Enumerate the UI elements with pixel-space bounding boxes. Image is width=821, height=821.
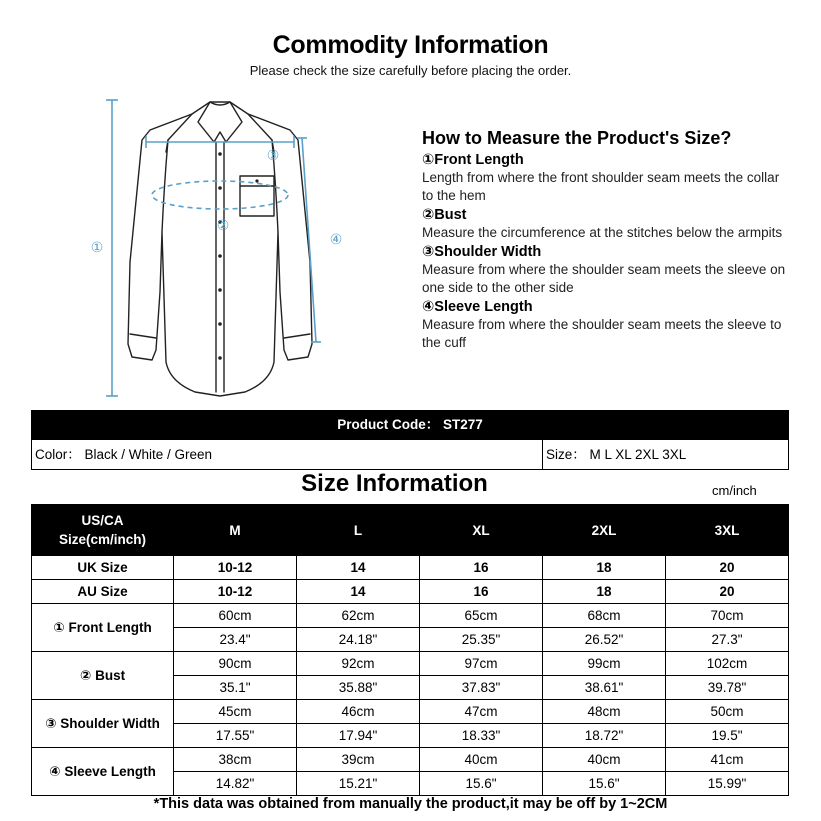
- page-title: Commodity Information: [272, 31, 549, 59]
- table-cell: 17.94": [297, 724, 420, 748]
- table-cell: 68cm: [543, 604, 666, 628]
- table-cell: 37.83": [420, 676, 543, 700]
- table-row: [32, 700, 789, 724]
- table-cell: 45cm: [174, 700, 297, 724]
- measure-guide-heading: How to Measure the Product's Size?: [422, 128, 732, 148]
- table-cell: 70cm: [666, 604, 789, 628]
- table-cell: 16: [420, 556, 543, 580]
- table-cell: 60cm: [174, 604, 297, 628]
- size-table: [31, 504, 789, 796]
- row-label: ④ Sleeve Length: [32, 748, 174, 796]
- size-header-line2: Size(cm/inch): [58, 532, 147, 547]
- row-label: AU Size: [32, 580, 174, 604]
- table-cell: 48cm: [543, 700, 666, 724]
- table-cell: 38cm: [174, 748, 297, 772]
- table-cell: 18: [543, 556, 666, 580]
- size-header-cell: [32, 505, 174, 556]
- size-col-header: 2XL: [543, 505, 666, 556]
- table-cell: 90cm: [174, 652, 297, 676]
- guide-item-title: ②Bust: [422, 207, 467, 223]
- table-cell: 15.21": [297, 772, 420, 796]
- table-cell: 20: [666, 580, 789, 604]
- unit-label: cm/inch: [712, 483, 757, 498]
- table-cell: 18.33": [420, 724, 543, 748]
- marker-bust: ②: [216, 218, 230, 234]
- table-row: [32, 580, 789, 604]
- measure-guide: [422, 128, 792, 352]
- table-cell: 15.6": [543, 772, 666, 796]
- size-col-header: 3XL: [666, 505, 789, 556]
- guide-item-title: ④Sleeve Length: [422, 299, 533, 315]
- table-cell: 40cm: [543, 748, 666, 772]
- shirt-diagram: [80, 92, 360, 404]
- table-row: [32, 652, 789, 676]
- table-cell: 35.1": [174, 676, 297, 700]
- table-row: [32, 604, 789, 628]
- table-cell: 41cm: [666, 748, 789, 772]
- table-cell: 65cm: [420, 604, 543, 628]
- table-cell: 50cm: [666, 700, 789, 724]
- table-cell: 16: [420, 580, 543, 604]
- table-cell: 24.18": [297, 628, 420, 652]
- table-cell: 18.72": [543, 724, 666, 748]
- guide-item-desc: Measure from where the shoulder seam meets the sleeve to the cuff: [422, 317, 782, 350]
- table-cell: 14: [297, 580, 420, 604]
- size-col-header: XL: [420, 505, 543, 556]
- table-cell: 17.55": [174, 724, 297, 748]
- table-cell: 25.35": [420, 628, 543, 652]
- size-info-title: Size Information: [301, 470, 488, 497]
- row-label: ② Bust: [32, 652, 174, 700]
- table-cell: 99cm: [543, 652, 666, 676]
- size-col-header: M: [174, 505, 297, 556]
- size-options: Size： M L XL 2XL 3XL: [546, 447, 687, 462]
- guide-item-desc: Length from where the front shoulder seam meets the collar to the hem: [422, 170, 780, 203]
- row-label: ③ Shoulder Width: [32, 700, 174, 748]
- product-code-bar: Product Code： ST277: [31, 410, 789, 440]
- row-label: UK Size: [32, 556, 174, 580]
- table-cell: 23.4": [174, 628, 297, 652]
- guide-item-desc: Measure the circumference at the stitches below the armpits: [422, 225, 783, 240]
- size-col-header: L: [297, 505, 420, 556]
- table-cell: 18: [543, 580, 666, 604]
- guide-item-title: ③Shoulder Width: [422, 244, 542, 260]
- guide-item-desc: Measure from where the shoulder seam meets the sleeve on one side to the other side: [422, 262, 786, 295]
- table-cell: 92cm: [297, 652, 420, 676]
- footnote: *This data was obtained from manually the product,it may be off by 1~2CM: [153, 796, 668, 812]
- table-cell: 39cm: [297, 748, 420, 772]
- color-options: Color： Black / White / Green: [32, 440, 543, 469]
- size-header-line1: US/CA: [81, 513, 124, 528]
- table-cell: 35.88": [297, 676, 420, 700]
- table-cell: 39.78": [666, 676, 789, 700]
- marker-shoulder: ③: [266, 148, 280, 164]
- table-cell: 47cm: [420, 700, 543, 724]
- table-cell: 10-12: [174, 580, 297, 604]
- table-cell: 15.99": [666, 772, 789, 796]
- table-cell: 10-12: [174, 556, 297, 580]
- table-cell: 40cm: [420, 748, 543, 772]
- guide-item-title: ①Front Length: [422, 152, 524, 168]
- table-row: [32, 748, 789, 772]
- row-label: ① Front Length: [32, 604, 174, 652]
- color-size-row: [31, 440, 789, 470]
- table-cell: 102cm: [666, 652, 789, 676]
- table-row: [32, 556, 789, 580]
- table-cell: 14: [297, 556, 420, 580]
- table-cell: 62cm: [297, 604, 420, 628]
- table-cell: 27.3": [666, 628, 789, 652]
- marker-front-length: ①: [90, 240, 104, 256]
- table-cell: 20: [666, 556, 789, 580]
- table-cell: 38.61": [543, 676, 666, 700]
- table-cell: 19.5": [666, 724, 789, 748]
- page-subtitle: Please check the size carefully before placing the order.: [249, 63, 572, 78]
- table-cell: 14.82": [174, 772, 297, 796]
- table-cell: 26.52": [543, 628, 666, 652]
- marker-sleeve: ④: [329, 232, 343, 248]
- table-cell: 15.6": [420, 772, 543, 796]
- table-cell: 46cm: [297, 700, 420, 724]
- table-cell: 97cm: [420, 652, 543, 676]
